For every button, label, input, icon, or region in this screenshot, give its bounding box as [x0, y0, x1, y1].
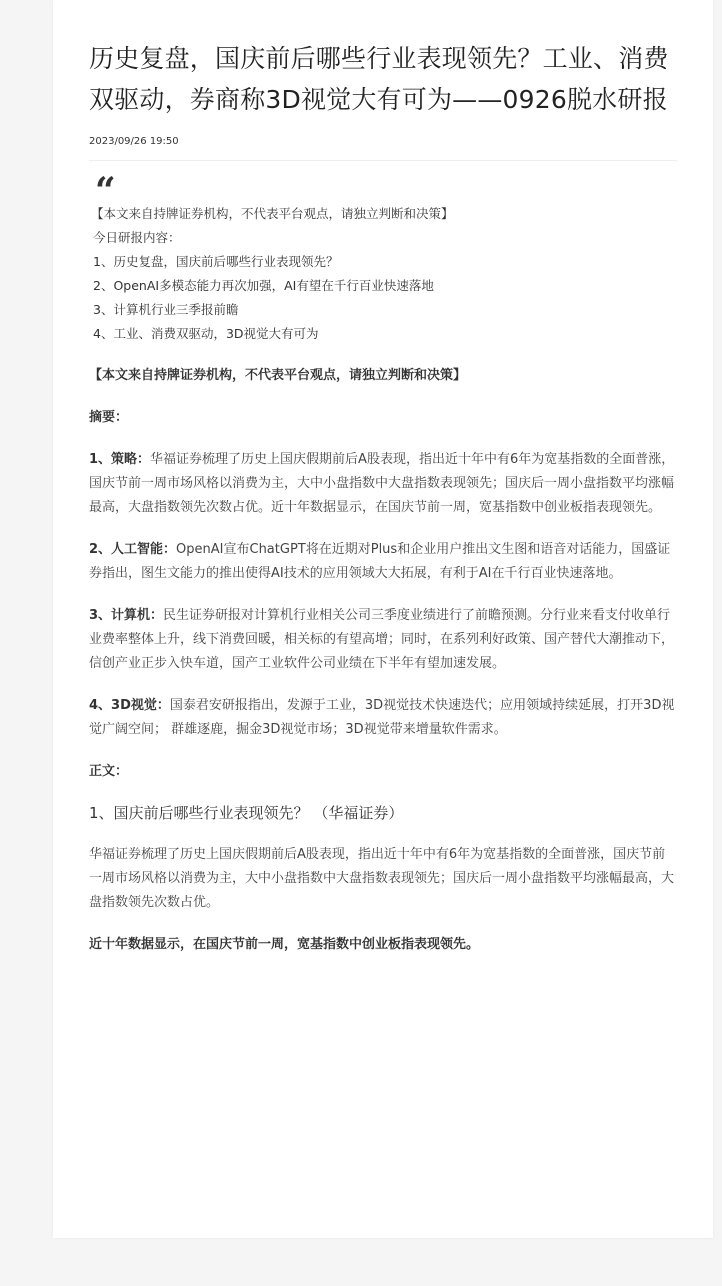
- summary-item-text: 民生证券研报对计算机行业相关公司三季度业绩进行了前瞻预测。分行业来看支付收单行业费率整体上升，线下消费回暖，相关标的有望高增；同时，在系列利好政策、国产替代大潮推动下，信创产业正步入快车道，国产工业软件公司业绩在下半年有望加速发展。: [89, 608, 675, 671]
- summary-item-computer: [89, 604, 677, 676]
- summary-item-label: 1、策略：: [89, 452, 151, 467]
- quote-icon: “: [95, 170, 116, 212]
- summary-item-text: OpenAI宣布ChatGPT将在近期对Plus和企业用户推出文生图和语音对话能力，国盛证券指出，图生文能力的推出使得AI技术的应用领域大大拓展，有利于AI在千行百业快速落地。: [89, 542, 671, 581]
- summary-item-3d-vision: [89, 694, 677, 742]
- summary-item-label: 3、计算机：: [89, 608, 164, 623]
- quote-disclaimer: 【本文来自持牌证券机构，不代表平台观点，请独立判断和决策】: [91, 206, 454, 221]
- summary-item-strategy: [89, 448, 677, 520]
- quote-item: 1、历史复盘，国庆前后哪些行业表现领先？: [93, 254, 339, 269]
- summary-label: 摘要：: [89, 410, 129, 425]
- summary-item-ai: [89, 538, 677, 586]
- section-paragraph: 华福证券梳理了历史上国庆假期前后A股表现，指出近十年中有6年为宽基指数的全面普涨，国庆节前一周市场风格以消费为主，大中小盘指数中大盘指数表现领先；国庆后一周小盘指数平均涨幅最高，大盘指数领先次数占优。: [89, 847, 675, 910]
- quote-block: [89, 170, 677, 346]
- article-content: [89, 0, 677, 957]
- summary-item-label: 4、3D视觉：: [89, 698, 170, 713]
- article-title: 历史复盘，国庆前后哪些行业表现领先？工业、消费双驱动，券商称3D视觉大有可为——0926脱水研报: [89, 44, 669, 114]
- summary-item-text: 华福证券梳理了历史上国庆假期前后A股表现，指出近十年中有6年为宽基指数的全面普涨，国庆节前一周市场风格以消费为主，大中小盘指数中大盘指数表现领先；国庆后一周小盘指数平均涨幅最高，大盘指数领先次数占优。近十年数据显示，在国庆节前一周，宽基指数中创业板指表现领先。: [89, 452, 675, 515]
- quote-intro: 今日研报内容：: [93, 230, 181, 245]
- quote-item: 4、工业、消费双驱动，3D视觉大有可为: [93, 326, 319, 341]
- summary-item-label: 2、人工智能：: [89, 542, 177, 557]
- article-date: 2023/09/26 19:50: [89, 136, 179, 147]
- title-divider: [89, 160, 677, 161]
- main-label: 正文：: [89, 764, 129, 779]
- section-heading: 1、国庆前后哪些行业表现领先？ （华福证券）: [89, 804, 404, 822]
- body-disclaimer: 【本文来自持牌证券机构，不代表平台观点，请独立判断和决策】: [89, 368, 467, 383]
- article-page: [53, 0, 713, 1238]
- section-conclusion: 近十年数据显示，在国庆节前一周，宽基指数中创业板指表现领先。: [89, 937, 480, 952]
- quote-item: 2、OpenAI多模态能力再次加强，AI有望在千行百业快速落地: [93, 278, 434, 293]
- summary-item-text: 国泰君安研报指出，发源于工业，3D视觉技术快速迭代；应用领域持续延展，打开3D视觉广阔空间； 群雄逐鹿，掘金3D视觉市场；3D视觉带来增量软件需求。: [89, 698, 675, 737]
- quote-item: 3、计算机行业三季报前瞻: [93, 302, 239, 317]
